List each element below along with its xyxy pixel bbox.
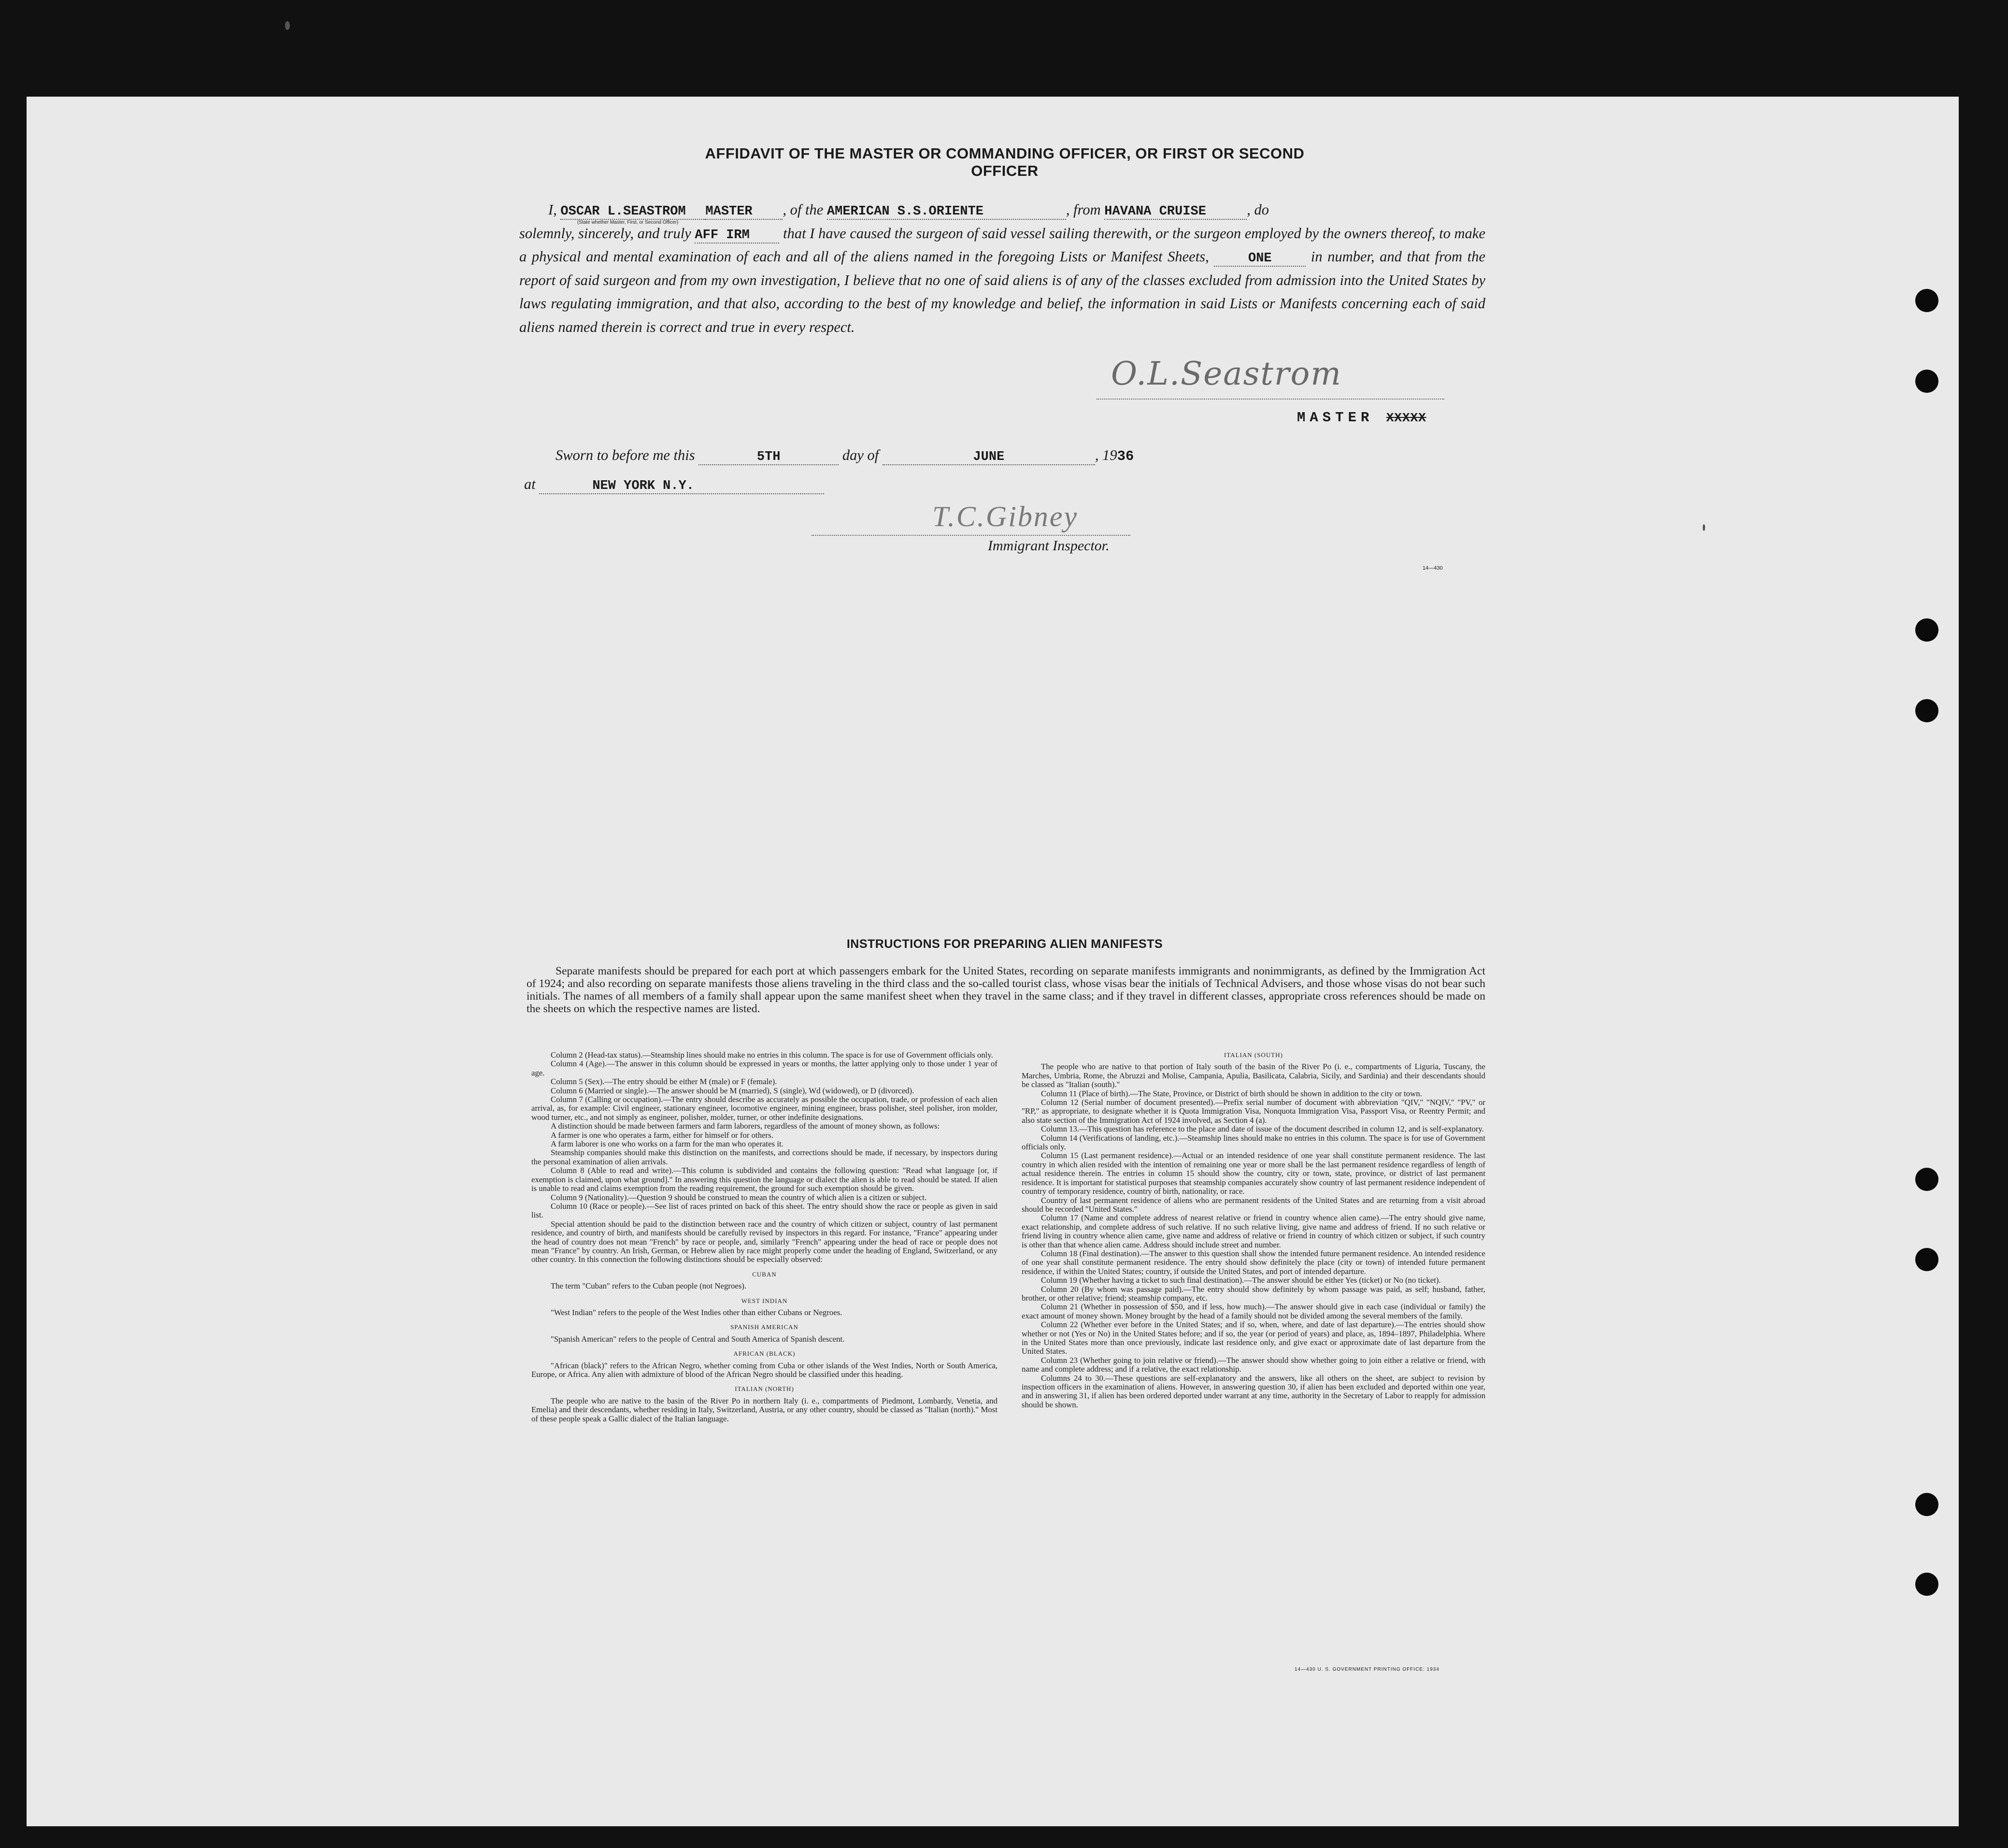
master-name-field: OSCAR L.SEASTROM bbox=[560, 204, 705, 220]
instruction-paragraph: Column 14 (Verifications of landing, etc.).—Steamship lines should make no entries in this column. The space is for use of Government officials only. bbox=[1022, 1133, 1485, 1152]
instructions-left-column bbox=[531, 1051, 997, 1423]
sworn-text: at bbox=[524, 476, 536, 492]
sworn-month-field: JUNE bbox=[883, 450, 1095, 465]
binder-hole bbox=[1915, 370, 1938, 393]
instruction-paragraph: A farm laborer is one who works on a farm for the man who operates it. bbox=[551, 1139, 783, 1149]
affidavit-title: AFFIDAVIT OF THE MASTER OR COMMANDING OFFICER, OR FIRST OR SECOND OFFICER bbox=[705, 145, 1305, 179]
port-field: HAVANA CRUISE bbox=[1104, 204, 1247, 220]
instruction-paragraph: Column 20 (By whom was passage paid).—The entry should show definitely by whom passage was paid, as self; husband, father, brother, or other relative; friend; steamship company, etc. bbox=[1022, 1284, 1485, 1303]
instructions-right-column bbox=[1022, 1051, 1485, 1409]
form-number: 14—430 bbox=[1423, 565, 1443, 571]
instructions-title: INSTRUCTIONS FOR PREPARING ALIEN MANIFESTS bbox=[846, 937, 1163, 951]
vessel-field: AMERICAN S.S.ORIENTE bbox=[827, 204, 1066, 220]
instruction-paragraph: Columns 24 to 30.—These questions are self-explanatory and the answers, like all others on the sheet, are subject to revision by inspection officers in the examination of aliens. However, in answering question 30, if alien has been excluded and deported within one year, and in answering 31, if alien has been ordered deported under warrant at any time, authority in the Secretary of Labor to reapply for admission should be shown. bbox=[1022, 1373, 1485, 1409]
section-text: The term "Cuban" refers to the Cuban people (not Negroes). bbox=[551, 1281, 747, 1291]
master-signature: O.L.Seastrom bbox=[1111, 355, 1342, 392]
struck-officer-word: XXXXX bbox=[1386, 411, 1426, 425]
binder-hole bbox=[1915, 1248, 1938, 1271]
instruction-paragraph: Column 9 (Nationality).—Question 9 should be construed to mean the country of which alien is a citizen or subject. bbox=[551, 1192, 927, 1202]
inspector-signature: T.C.Gibney bbox=[932, 501, 1079, 532]
signature-line bbox=[1097, 399, 1444, 400]
instruction-paragraph: Column 6 (Married or single).—The answer should be M (married), S (single), Wd (widowed), or D (divorced). bbox=[551, 1086, 914, 1095]
instruction-paragraph: Column 22 (Whether ever before in the United States; and if so, when, where, and date of last departure).—The entries should show whether or not (Yes or No) in the United States before; and if so, the year (or period of years) and place, as, 1894–1897, Philadelphia. Where in the United States more than once previously, indicate last residence only, and give exact or approximate date of last departure from the United States. bbox=[1022, 1320, 1485, 1356]
sworn-place-field: NEW YORK N.Y. bbox=[539, 479, 824, 494]
section-heading: SPANISH AMERICAN bbox=[730, 1323, 798, 1331]
instruction-paragraph: Column 12 (Serial number of document presented).—Prefix serial number of document with abbreviation "QIV," "NQIV," "PV," or "RP," as appropriate, to designate whether it is Quota Immigration Visa, Nonquota Immigration Visa, Passport Visa, or Reentry Permit; and also state section of the Immigration Act of 1924 involved, as Section 4 (a). bbox=[1022, 1098, 1485, 1125]
affidavit-text: , do bbox=[1247, 201, 1269, 218]
instruction-paragraph: The people who are native to that portion of Italy south of the basin of the River Po (i. e., compartments of Liguria, Tuscany, the Marches, Umbria, Rome, the Abruzzi and Molise, Campania, Apulia, Basilicata, Calabria, Sicily, and Sardinia) and their descendants should be classed as "Italian (south)." bbox=[1022, 1062, 1485, 1089]
section-heading: ITALIAN (SOUTH) bbox=[1224, 1051, 1283, 1059]
section-heading: AFRICAN (BLACK) bbox=[733, 1350, 796, 1358]
section-text: "West Indian" refers to the people of the West Indies other than either Cubans or Negroes. bbox=[551, 1307, 842, 1317]
instruction-paragraph: Column 13.—This question has reference to the place and date of issue of the document described in column 12, and is self-explanatory. bbox=[1041, 1124, 1484, 1134]
printing-office-footer: 14—430 U. S. GOVERNMENT PRINTING OFFICE: 1934 bbox=[1295, 1667, 1439, 1672]
instruction-paragraph: Steamship companies should make this distinction on the manifests, and corrections should be made, if necessary, by inspectors during the personal examination of alien arrivals. bbox=[531, 1148, 997, 1166]
instruction-paragraph: A farmer is one who operates a farm, either for himself or for others. bbox=[551, 1130, 773, 1140]
instruction-paragraph: Column 8 (Able to read and write).—This column is subdivided and contains the following question: "Read what language [or, if exemption is claimed, upon what ground]." In answering this question the language or dialect the alien is able to read should be stated. If alien is unable to read and claims exemption from the reading requirement, the ground for such exemption should be given. bbox=[531, 1166, 997, 1193]
instruction-paragraph: Column 11 (Place of birth).—The State, Province, or District of birth should be shown in addition to the city or town. bbox=[1041, 1089, 1422, 1098]
instruction-paragraph: Column 17 (Name and complete address of nearest relative or friend in country whence alien came).—The entry should give name, exact relationship, and complete address of such relative. If no such relative living, give name and address of friend. If no such relative or friend living in country whence alien came, give name and address of relative or friend in country of which citizen or subject, if such country is other than that whence alien came. Address should include street and number. bbox=[1022, 1213, 1485, 1249]
instruction-paragraph: Column 5 (Sex).—The entry should be either M (male) or F (female). bbox=[551, 1077, 777, 1087]
sworn-year-field: 36 bbox=[1117, 448, 1134, 464]
section-heading: WEST INDIAN bbox=[741, 1297, 788, 1304]
affidavit-text: in number, and that from the report of said surgeon and from my own investigation, I believe that no one of said aliens is of any of the classes excluded from admission into the United States by laws regulating immigration, and that also, according to the best of my knowledge and belief, the information in said Lists or Manifests concerning each of said aliens named therein is correct and true in every respect. bbox=[519, 248, 1486, 335]
signer-title bbox=[1297, 410, 1426, 426]
section-text: "African (black)" refers to the African Negro, whether coming from Cuba or other islands of the West Indies, North or South America, Europe, or Africa. Any alien with admixture of blood of the African Negro should be classified under this heading. bbox=[531, 1361, 997, 1379]
binder-hole bbox=[1915, 618, 1938, 642]
instruction-paragraph: Column 23 (Whether going to join relative or friend).—The answer should show whether going to join either a relative or friend, with name and complete address; and if a relative, the exact relationship. bbox=[1022, 1355, 1485, 1374]
sworn-day-field: 5TH bbox=[698, 450, 839, 465]
rank-note: (State whether Master, First, or Second Officer) bbox=[577, 220, 679, 225]
affidavit-body bbox=[519, 198, 1485, 339]
binder-hole bbox=[1915, 1168, 1938, 1191]
section-text: "Spanish American" refers to the people of Central and South America of Spanish descent. bbox=[551, 1334, 845, 1344]
inspector-label: Immigrant Inspector. bbox=[988, 538, 1110, 554]
binder-hole bbox=[1915, 1573, 1938, 1596]
dust-speck bbox=[285, 21, 290, 30]
instruction-paragraph: Column 18 (Final destination).—The answer to this question shall show the intended future permanent residence. An intended residence of one year shall constitute permanent residence. The entry should show definitely the place (city or town) of intended future permanent residence, if within the United States; country, if outside the United States, and port of intended departure. bbox=[1022, 1248, 1485, 1276]
binder-hole bbox=[1915, 289, 1938, 312]
affidavit-text: , of the bbox=[783, 201, 824, 218]
instruction-paragraph: Column 7 (Calling or occupation).—The entry should describe as accurately as possible the occupation, trade, or profession of each alien arrival, as, for example: Civil engineer, stationary engineer, locomotive engineer, mining engineer, brass polisher, steel polisher, iron molder, wood turner, etc., and not simply as engineer, polisher, molder, turner, or other indefinite designations. bbox=[531, 1095, 997, 1122]
affidavit-text: solemnly, sincerely, and truly bbox=[519, 225, 691, 242]
instructions-intro: Separate manifests should be prepared for each port at which passengers embark for the United States, recording on separate manifests immigrants and nonimmigrants, as defined by the Immigration Act of 1924; and also recording on separate manifests those aliens traveling in the third class and the so-called tourist class, whose visas bear the initials of Technical Advisers, and those whose visas do not bear such initials. The names of all members of a family shall appear upon the same manifest sheet when they travel in the same class; and if they travel in different classes, appropriate cross references should be made on the sheets on which the respective names are listed. bbox=[527, 965, 1485, 1015]
instruction-paragraph: Column 10 (Race or people).—See list of races printed on back of this sheet. The entry should show the race or people as given in said list. bbox=[531, 1201, 997, 1220]
binder-hole bbox=[1915, 1493, 1938, 1516]
section-text: The people who are native to the basin of the River Po in northern Italy (i. e., compartments of Piedmont, Lombardy, Venetia, and Emelia) and their descendants, whether residing in Italy, Switzerland, Austria, or any other country, should be classed as "Italian (north)." Most of these people speak a Gallic dialect of the Italian language. bbox=[531, 1396, 997, 1423]
affidavit-text: that I have caused the surgeon of said vessel sailing therewith, or the surgeon employed by the owners thereof, to make a physical and mental examination of each and all of the aliens named in the foregoing Lists or Manifest Sheets, bbox=[519, 225, 1486, 265]
instruction-paragraph: Special attention should be paid to the distinction between race and the country of which citizen or subject, country of last permanent residence, and country of birth, and manifests should be carefully revised by inspectors in this regard. For instance, "France" appearing under the head of country does not mean "French" by race or people, and, similarly "French" appearing under the head of race or people does not mean "France" by country. An Irish, German, or Hebrew alien by race might properly come under the heading of England, Switzerland, or any other country. In this connection the following distinctions should be especially observed: bbox=[531, 1219, 997, 1264]
sworn-text: , 19 bbox=[1095, 447, 1117, 463]
dust-speck bbox=[1703, 524, 1705, 531]
affidavit-text: , from bbox=[1066, 201, 1101, 218]
instruction-paragraph: Column 21 (Whether in possession of $50, and if less, how much).—The answer should give in each case (individual or family) the exact amount of money shown. Money brought by the head of a family should not be divided among the several members of the family. bbox=[1022, 1302, 1485, 1320]
instruction-paragraph: Country of last permanent residence of aliens who are permanent residents of the United States and are returning from a visit abroad should be recorded "United States." bbox=[1022, 1195, 1485, 1214]
manifest-page bbox=[27, 97, 1959, 1826]
instruction-paragraph: A distinction should be made between farmers and farm laborers, regardless of the amount of money shown, as follows: bbox=[551, 1121, 940, 1131]
instruction-paragraph: Column 4 (Age).—The answer in this column should be expressed in years or months, the latter applying only to those under 1 year of age. bbox=[531, 1059, 997, 1077]
oath-field: AFF IRM bbox=[695, 228, 779, 244]
instruction-paragraph: Column 19 (Whether having a ticket to such final destination).—The answer should be either Yes (ticket) or No (no ticket). bbox=[1041, 1275, 1441, 1285]
sworn-text: Sworn to before me this bbox=[555, 447, 695, 463]
affidavit-text: I, bbox=[548, 201, 557, 218]
signer-title-text: MASTER bbox=[1297, 410, 1374, 426]
inspector-signature-line bbox=[812, 535, 1130, 536]
sheets-field: ONE bbox=[1214, 251, 1306, 267]
section-heading: CUBAN bbox=[752, 1270, 777, 1278]
section-heading: ITALIAN (NORTH) bbox=[735, 1385, 794, 1393]
binder-hole bbox=[1915, 699, 1938, 722]
sworn-text: day of bbox=[842, 447, 879, 463]
instruction-paragraph: Column 15 (Last permanent residence).—Actual or an intended residence of one year shall constitute permanent residence. The last country in which alien resided with the intention of remaining one year or more shall be the last permanent residence regardless of length of actual residence therein. The entries in column 15 should show the country, city or town, state, province, or district of last permanent residence. It is important for statistical purposes that steamship companies accurately show country of last permanent residence independent of country of temporary residence, country of birth, nationality, or race. bbox=[1022, 1151, 1485, 1196]
sworn-place-line bbox=[524, 476, 824, 494]
instruction-paragraph: Column 2 (Head-tax status).—Steamship lines should make no entries in this column. The space is for use of Government officials only. bbox=[551, 1050, 993, 1060]
rank-field: MASTER bbox=[705, 204, 783, 220]
sworn-line bbox=[555, 447, 1256, 465]
